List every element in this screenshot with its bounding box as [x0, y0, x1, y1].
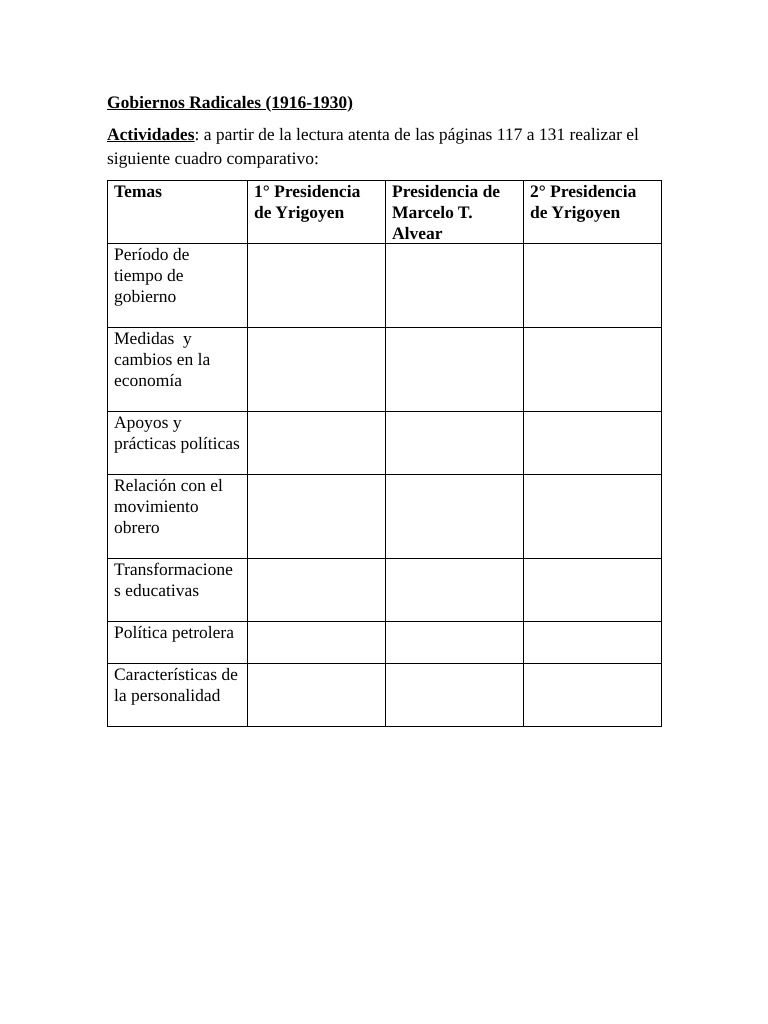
blank-cell-second-yrigoyen: [524, 622, 662, 664]
blank-cell-first-yrigoyen: [248, 244, 386, 328]
blank-cell-second-yrigoyen: [524, 244, 662, 328]
activity-text: : a partir de la lectura atenta de las páginas 117 a 131 realizar el siguiente cuadro comparativo:: [107, 124, 639, 168]
row-topic-apoyos-politicos: Apoyos y prácticas políticas: [108, 412, 248, 475]
row-topic-politica-petrolera: Política petrolera: [108, 622, 248, 664]
row-topic-movimiento-obrero: Relación con el movimiento obrero: [108, 475, 248, 559]
blank-cell-second-yrigoyen: [524, 412, 662, 475]
activity-label: Actividades: [107, 124, 195, 144]
blank-cell-first-yrigoyen: [248, 622, 386, 664]
row-topic-personalidad: Características de la personalidad: [108, 664, 248, 727]
blank-cell-alvear: [386, 559, 524, 622]
column-header-temas: Temas: [108, 181, 248, 244]
row-topic-periodo-de-gobierno: Período de tiempo de gobierno: [108, 244, 248, 328]
column-header-second-yrigoyen: 2° Presidencia de Yrigoyen: [524, 181, 662, 244]
activity-instructions: [107, 122, 667, 170]
blank-cell-first-yrigoyen: [248, 664, 386, 727]
blank-cell-alvear: [386, 244, 524, 328]
blank-cell-first-yrigoyen: [248, 559, 386, 622]
blank-cell-first-yrigoyen: [248, 412, 386, 475]
blank-cell-second-yrigoyen: [524, 664, 662, 727]
blank-cell-alvear: [386, 328, 524, 412]
blank-cell-first-yrigoyen: [248, 475, 386, 559]
column-header-first-yrigoyen: 1° Presidencia de Yrigoyen: [248, 181, 386, 244]
blank-cell-alvear: [386, 412, 524, 475]
blank-cell-alvear: [386, 475, 524, 559]
row-topic-economia: Medidas y cambios en la economía: [108, 328, 248, 412]
document-title: Gobiernos Radicales (1916-1930): [107, 92, 353, 112]
blank-cell-alvear: [386, 664, 524, 727]
comparison-table: [107, 180, 662, 727]
blank-cell-second-yrigoyen: [524, 559, 662, 622]
blank-cell-alvear: [386, 622, 524, 664]
blank-cell-first-yrigoyen: [248, 328, 386, 412]
column-header-alvear: Presidencia de Marcelo T. Alvear: [386, 181, 524, 244]
row-topic-educacion: Transformaciones educativas: [108, 559, 248, 622]
blank-cell-second-yrigoyen: [524, 328, 662, 412]
blank-cell-second-yrigoyen: [524, 475, 662, 559]
